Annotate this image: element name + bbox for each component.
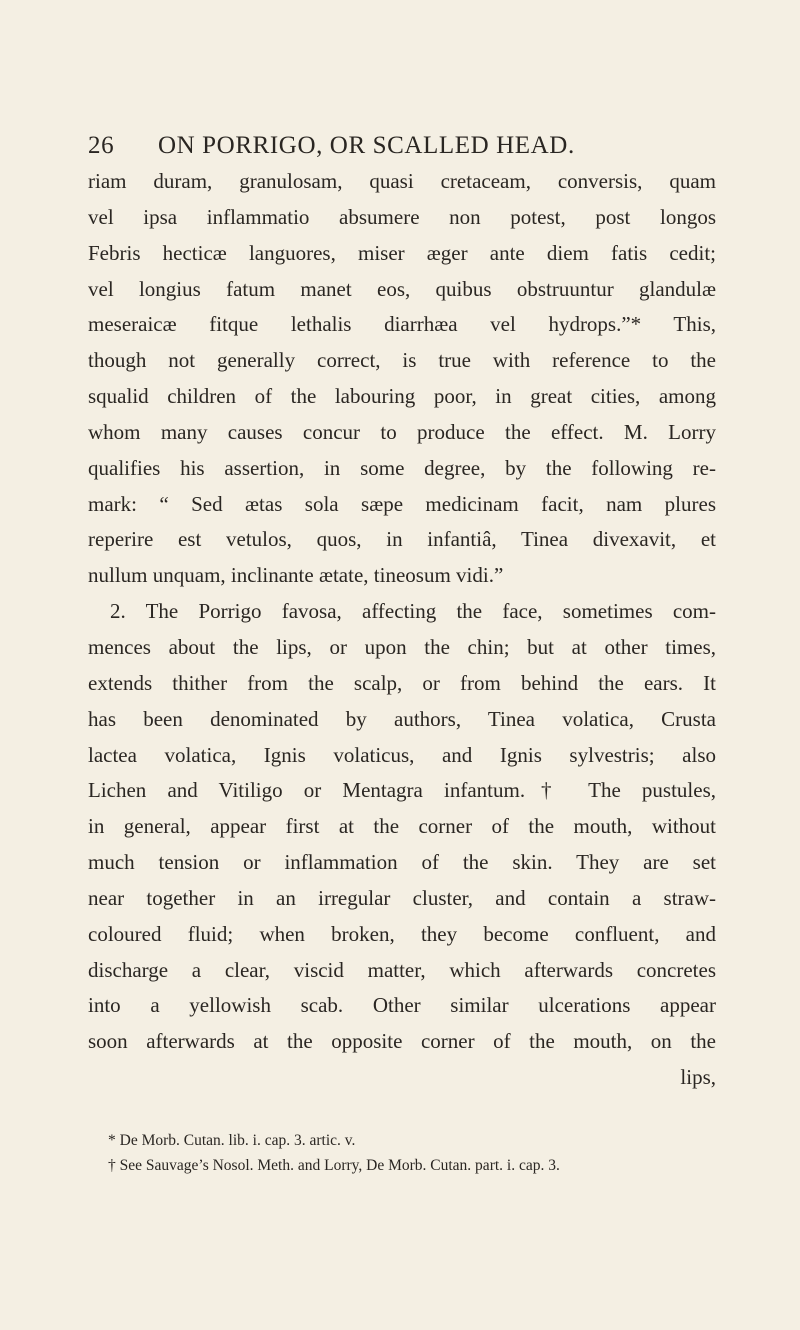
footnotes — [108, 1128, 716, 1178]
text-line: squalid children of the labouring poor, in great cities, among — [88, 384, 716, 409]
text-line: nullum unquam, inclinante ætate, tineosum vidi.” — [88, 563, 504, 588]
text-line: much tension or inflammation of the skin. They are set — [88, 850, 716, 875]
text-line: near together in an irregular cluster, and contain a straw- — [88, 885, 716, 910]
text-line: though not generally correct, is true with reference to the — [88, 348, 716, 373]
running-head — [88, 132, 668, 164]
text-line: Lichen and Vitiligo or Mentagra infantum.† The pustules, — [88, 778, 716, 803]
text-line: lactea volatica, Ignis volaticus, and Ignis sylvestris; also — [88, 742, 716, 767]
page-number: 26 — [88, 132, 115, 159]
text-line: meseraicæ fitque lethalis diarrhæa vel hydrops.”* This, — [88, 312, 716, 337]
running-title: ON PORRIGO, OR SCALLED HEAD. — [158, 132, 575, 159]
text-line: has been denominated by authors, Tinea volatica, Crusta — [88, 706, 716, 731]
text-line: vel longius fatum manet eos, quibus obstruuntur glandulæ — [88, 276, 716, 301]
text-line: in general, appear first at the corner of the mouth, without — [88, 814, 716, 839]
text-line: whom many causes concur to produce the effect. M. Lorry — [88, 419, 716, 444]
text-line: vel ipsa inflammatio absumere non potest, post longos — [88, 204, 716, 229]
text-line: mences about the lips, or upon the chin; but at other times, — [88, 634, 716, 659]
text-line: riam duram, granulosam, quasi cretaceam, conversis, quam — [88, 169, 716, 193]
catchword: lips, — [680, 1065, 716, 1090]
paragraph-start-line: 2. The Porrigo favosa, affecting the face, sometimes com- — [110, 599, 716, 624]
footnote: * De Morb. Cutan. lib. i. cap. 3. artic. v. — [108, 1132, 356, 1149]
footnote: † See Sauvage’s Nosol. Meth. and Lorry, De Morb. Cutan. part. i. cap. 3. — [108, 1157, 560, 1174]
body-text — [88, 164, 716, 1096]
text-line: discharge a clear, viscid matter, which afterwards concretes — [88, 957, 716, 982]
text-line: mark: “ Sed ætas sola sæpe medicinam facit, nam plures — [88, 491, 716, 516]
text-line: soon afterwards at the opposite corner of the mouth, on the — [88, 1029, 716, 1054]
text-line: into a yellowish scab. Other similar ulcerations appear — [88, 993, 716, 1018]
text-line: reperire est vetulos, quos, in infantiâ, Tinea divexavit, et — [88, 527, 716, 552]
text-line: Febris hecticæ languores, miser æger ante diem fatis cedit; — [88, 240, 716, 265]
text-line: extends thither from the scalp, or from behind the ears. It — [88, 670, 716, 695]
text-line: qualifies his assertion, in some degree, by the following re- — [88, 455, 716, 480]
text-line: coloured fluid; when broken, they become confluent, and — [88, 921, 716, 946]
